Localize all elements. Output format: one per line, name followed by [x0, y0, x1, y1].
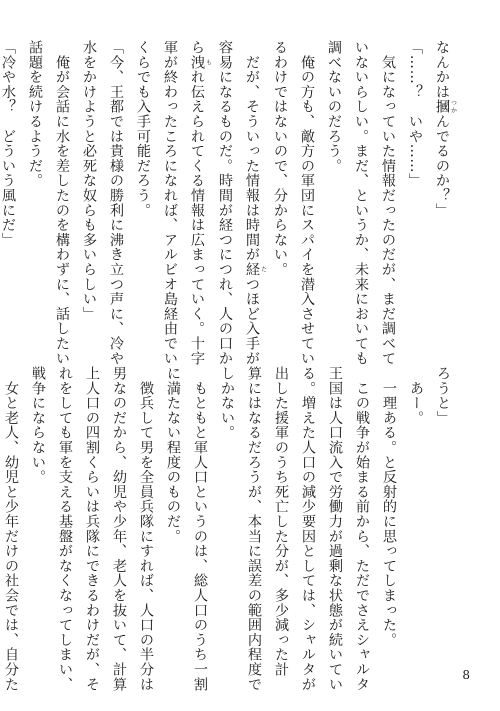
- text-line: 軍が終わったころになれば、アルビオ島経由でい: [162, 40, 178, 366]
- text-line: いないらしい。まだ、というか、未来においても: [353, 40, 369, 366]
- text-line: 気になっていた情報だったのだが、まだ調べて: [380, 40, 396, 366]
- text-block-upper: [0, 40, 457, 366]
- text-line: 上人口の四割くらいは兵隊にできるわけだが、そ: [84, 366, 100, 692]
- ruby-annotation: 経 た: [244, 262, 267, 277]
- page-number: 8: [462, 668, 470, 682]
- text-line: 出した援軍のうち死亡した分が、多少減った計: [273, 366, 289, 677]
- text-line: に満たない程度のものだ。: [165, 366, 181, 544]
- text-line: 俺が会話に水を差したのを構わずに、話したい: [54, 40, 70, 366]
- text-line: もともと軍人口というのは、総人口のうち一割: [192, 366, 208, 692]
- text-line: 女と老人、幼児と少年だけの社会では、自分た: [3, 366, 19, 692]
- text-line: 俺の方も、敵方の軍団にスパイを潜入させてい: [299, 40, 315, 366]
- text-line: 話題を続けるようだ。: [27, 40, 43, 188]
- text-line: 水をかけようと必死な奴らも多いらしい」: [81, 40, 97, 322]
- text-line: しかない。: [219, 366, 235, 440]
- text-line: 「今、王都では貴様の勝利に沸き立つ声に、冷や: [108, 40, 124, 366]
- text-line: あー。: [408, 366, 424, 426]
- ruby-annotation: 洩 も: [189, 54, 212, 70]
- text-block-lower: [0, 366, 456, 692]
- text-line: 徴兵して男を全員兵隊にすれば、人口の半分は: [138, 366, 154, 692]
- text-line: ろうと」: [435, 366, 451, 426]
- text-line: なんかは摑 つかんでるのか？」: [434, 40, 457, 218]
- text-line: 容易になるものだ。時間が経つにつれ、人の口か: [217, 40, 233, 366]
- text-line: 戦争にならない。: [30, 366, 46, 485]
- text-line: 一理ある。と反射的に思ってしまった。: [381, 366, 397, 648]
- text-line: この戦争が始まる前から、ただでさえシャルタ: [354, 366, 370, 692]
- text-line: る。増えた人口の減少要因としては、シャルタが: [300, 366, 316, 692]
- text-line: 「冷や水？ どういう風にだ」: [0, 40, 16, 248]
- ruby-annotation: 摑 つか: [434, 99, 457, 115]
- text-line: 調べないのだろう。: [326, 40, 342, 174]
- text-line: ら洩 もれ伝えられてくる情報は広まっていく。十字: [189, 40, 212, 366]
- text-line: だが、そういった情報は時間が経 たつほど入手が: [244, 40, 267, 366]
- text-line: 「……？ いや……」: [407, 40, 423, 188]
- text-line: るわけではないので、分からない。: [272, 40, 288, 277]
- text-line: 男なのだから、幼児や少年、老人を抜いて、計算: [111, 366, 127, 692]
- text-line: くらでも入手可能だろう。: [135, 40, 151, 218]
- text-line: 算にはなるだろうが、本当に誤差の範囲内程度で: [246, 366, 262, 692]
- text-line: 王国は人口流入で労働力が過剰な状態が続いてい: [327, 366, 343, 692]
- text-line: れをしても軍を支える基盤がなくなってしまい、: [57, 366, 73, 692]
